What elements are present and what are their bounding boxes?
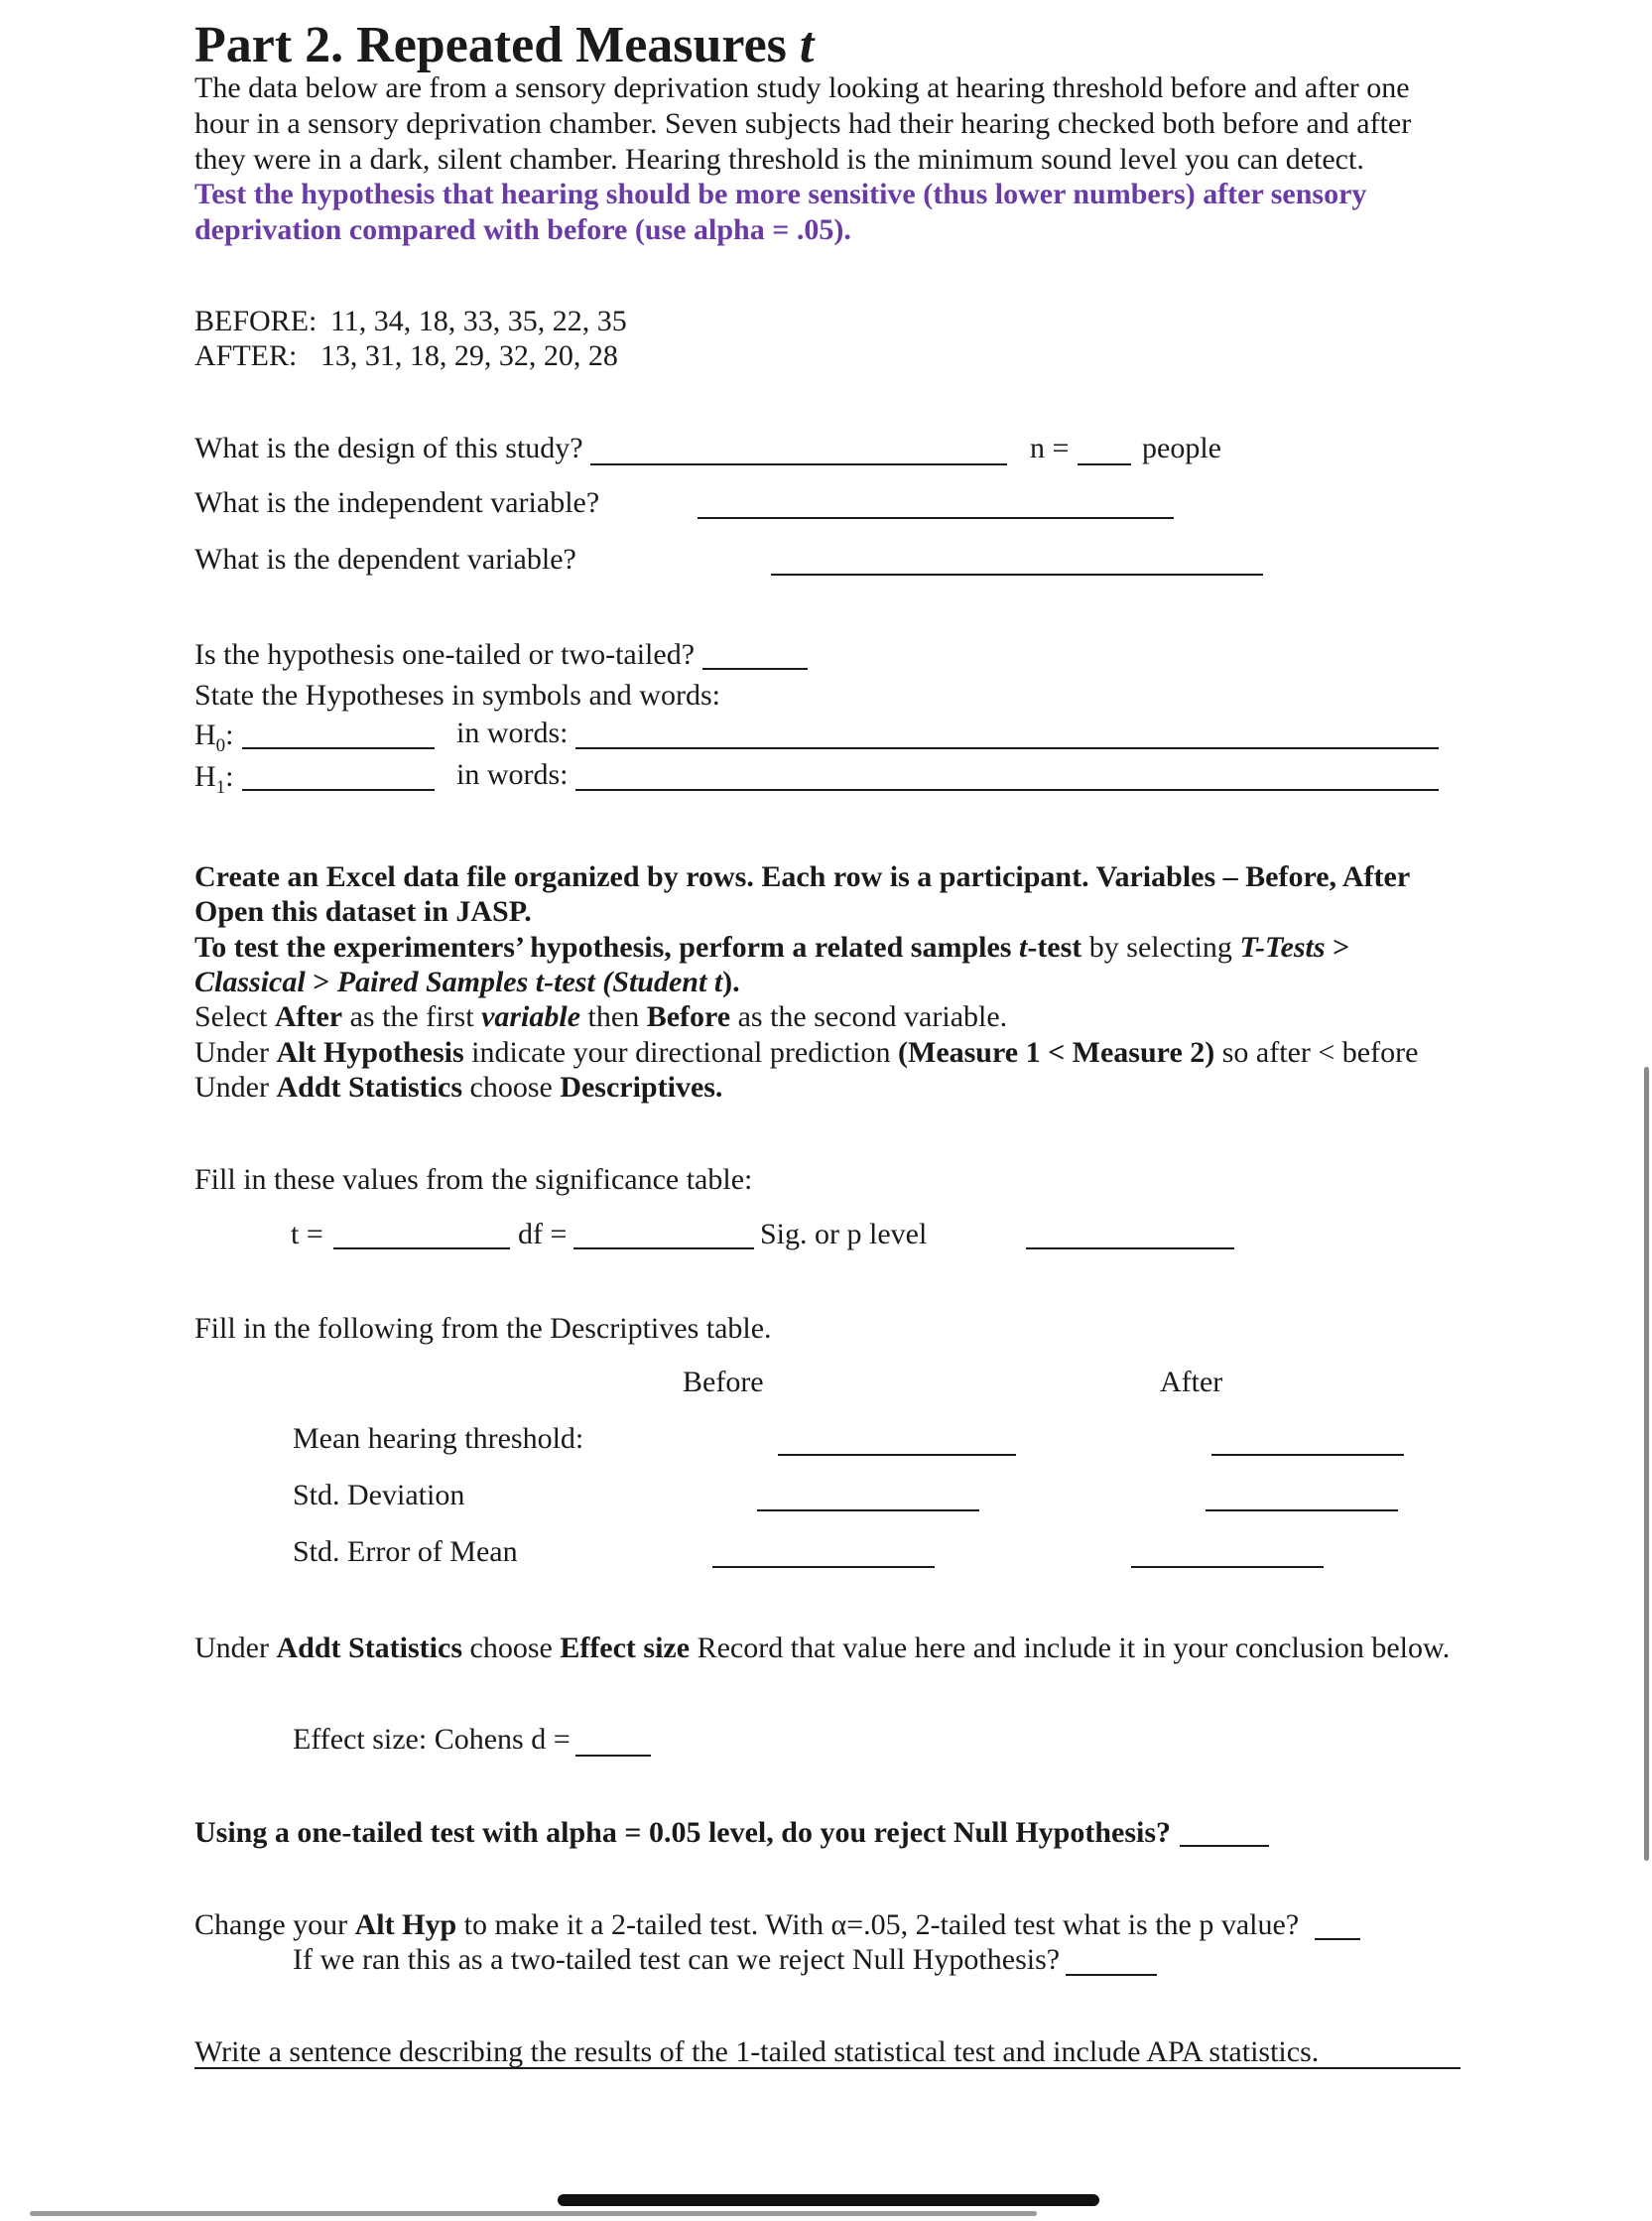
- instruction-menu-path: Classical > Paired Samples t-test (Student t).: [194, 966, 740, 998]
- dv-question: What is the dependent variable?: [194, 543, 576, 576]
- n-answer-blank[interactable]: [1078, 463, 1131, 465]
- descriptives-heading: Fill in the following from the Descriptives table.: [194, 1312, 772, 1345]
- t-answer-blank[interactable]: [333, 1247, 510, 1249]
- cohens-d-blank[interactable]: [575, 1755, 651, 1757]
- sig-answer-blank[interactable]: [1026, 1247, 1234, 1249]
- instruction-variables: Select After as the first variable then Before as the second variable.: [194, 1000, 1008, 1033]
- h1-words-blank[interactable]: [575, 789, 1439, 791]
- reject-question: Using a one-tailed test with alpha = 0.05 level, do you reject Null Hypothesis?: [194, 1816, 1172, 1849]
- sd-before-blank[interactable]: [757, 1509, 979, 1511]
- apa-answer-line[interactable]: [194, 2067, 1461, 2069]
- two-tailed-reject-blank[interactable]: [1066, 1974, 1157, 1976]
- h1-symbol-blank[interactable]: [242, 789, 435, 791]
- cohens-d-label: Effect size: Cohens d =: [293, 1723, 571, 1756]
- sem-before-blank[interactable]: [712, 1566, 935, 1568]
- two-tailed-reject-question: If we ran this as a two-tailed test can we reject Null Hypothesis?: [293, 1943, 1061, 1976]
- instruction-excel: Create an Excel data file organized by rows. Each row is a participant. Variables – Before, After: [194, 860, 1411, 893]
- n-label: n =: [1030, 432, 1070, 464]
- row-sd: Std. Deviation: [293, 1479, 465, 1511]
- h0-symbol-blank[interactable]: [242, 747, 435, 749]
- after-data: AFTER: 13, 31, 18, 29, 32, 20, 28: [194, 339, 618, 372]
- state-hypotheses: State the Hypotheses in symbols and words:: [194, 679, 720, 712]
- mean-after-blank[interactable]: [1211, 1454, 1404, 1456]
- effect-instruction: Under Addt Statistics choose Effect size Record that value here and include it in your conclusion below.: [194, 1632, 1451, 1664]
- row-mean: Mean hearing threshold:: [293, 1422, 584, 1455]
- design-answer-blank[interactable]: [590, 463, 1007, 465]
- tailed-answer-blank[interactable]: [702, 668, 808, 670]
- col-after: After: [1160, 1366, 1223, 1398]
- significance-heading: Fill in these values from the significance table:: [194, 1163, 753, 1196]
- instruction-jasp: Open this dataset in JASP.: [194, 895, 532, 928]
- horizontal-scrollbar[interactable]: [30, 2211, 1037, 2216]
- intro-line-1: The data below are from a sensory deprivation study looking at hearing threshold before and after one: [194, 71, 1410, 104]
- df-label: df =: [518, 1218, 568, 1250]
- mean-before-blank[interactable]: [778, 1454, 1016, 1456]
- vertical-scrollbar[interactable]: [1644, 1067, 1649, 1861]
- two-tailed-p-blank[interactable]: [1315, 1938, 1360, 1940]
- reject-answer-blank[interactable]: [1180, 1845, 1269, 1847]
- instruction-descriptives: Under Addt Statistics choose Descriptives.: [194, 1071, 723, 1104]
- iv-answer-blank[interactable]: [698, 517, 1174, 519]
- people-label: people: [1142, 432, 1221, 464]
- intro-line-3: they were in a dark, silent chamber. Hearing threshold is the minimum sound level you can detect.: [194, 143, 1364, 176]
- iv-question: What is the independent variable?: [194, 486, 600, 519]
- page-title: Part 2. Repeated Measures t: [194, 17, 815, 73]
- sd-after-blank[interactable]: [1206, 1509, 1398, 1511]
- df-answer-blank[interactable]: [573, 1247, 754, 1249]
- instruction-ttest: To test the experimenters’ hypothesis, perform a related samples t-test by selecting T-Tests >: [194, 931, 1350, 964]
- h1-in-words-label: in words:: [456, 758, 569, 791]
- col-before: Before: [683, 1366, 764, 1398]
- before-data: BEFORE: 11, 34, 18, 33, 35, 22, 35: [194, 305, 627, 337]
- home-indicator[interactable]: [558, 2194, 1099, 2206]
- h0-symbol: $H_0$:: [194, 719, 234, 756]
- t-label: t =: [291, 1218, 323, 1250]
- instruction-alt-hypothesis: Under Alt Hypothesis indicate your directional prediction (Measure 1 < Measure 2) so after < before: [194, 1036, 1419, 1069]
- tailed-question: Is the hypothesis one-tailed or two-tailed?: [194, 638, 696, 671]
- design-question: What is the design of this study?: [194, 432, 583, 464]
- intro-line-2: hour in a sensory deprivation chamber. Seven subjects had their hearing checked both before and after: [194, 107, 1412, 140]
- hypothesis-instruction-1: Test the hypothesis that hearing should be more sensitive (thus lower numbers) after sensory: [194, 178, 1367, 210]
- h0-in-words-label: in words:: [456, 717, 569, 749]
- hypothesis-instruction-2: deprivation compared with before (use alpha = .05).: [194, 213, 851, 246]
- sig-label: Sig. or p level: [760, 1218, 928, 1250]
- h1-symbol: $H_1$:: [194, 760, 234, 798]
- row-sem: Std. Error of Mean: [293, 1535, 518, 1568]
- dv-answer-blank[interactable]: [771, 574, 1263, 576]
- h0-words-blank[interactable]: [575, 747, 1439, 749]
- apa-instruction: Write a sentence describing the results of the 1-tailed statistical test and include APA statistics.: [194, 2035, 1320, 2068]
- sem-after-blank[interactable]: [1131, 1566, 1324, 1568]
- two-tailed-instruction: Change your Alt Hyp to make it a 2-tailed test. With α=.05, 2-tailed test what is the p value?: [194, 1908, 1300, 1941]
